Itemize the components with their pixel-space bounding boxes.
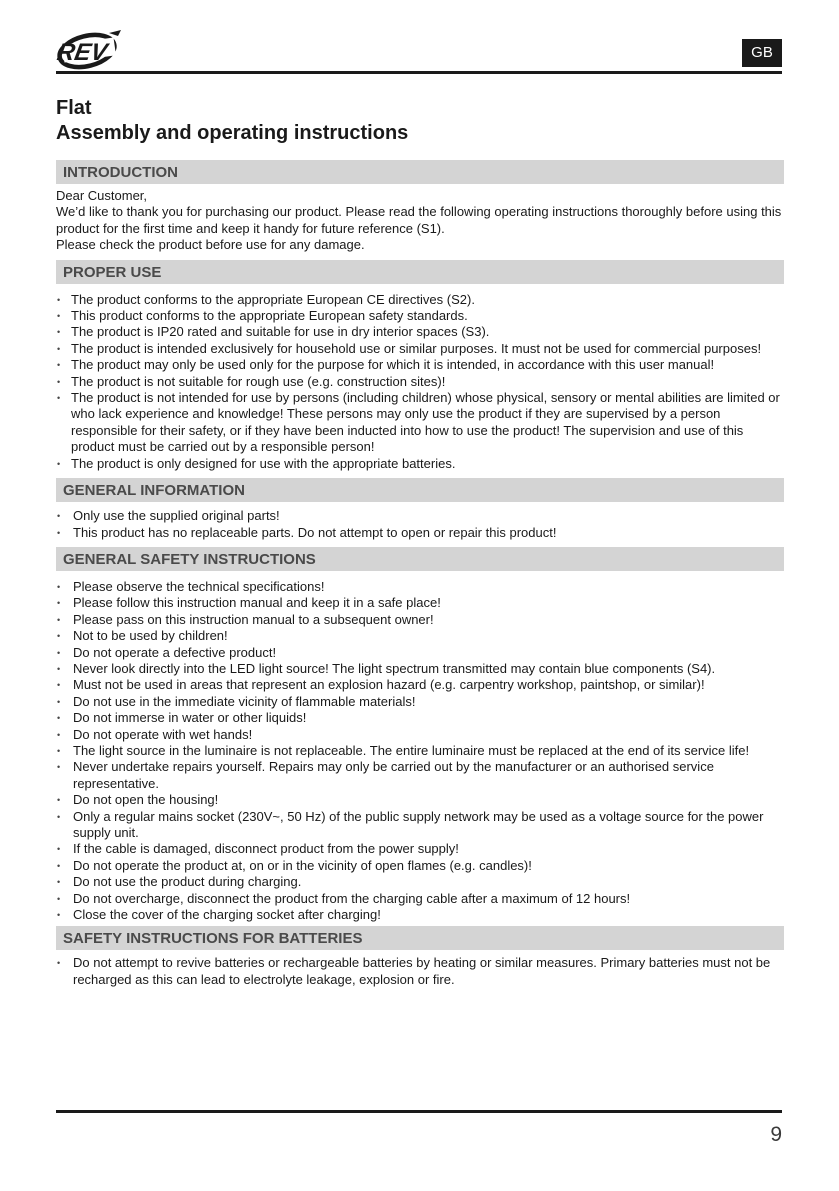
product-name: Flat: [56, 97, 92, 119]
intro-greeting: Dear Customer,: [56, 188, 148, 203]
section-heading-battery-safety: SAFETY INSTRUCTIONS FOR BATTERIES: [56, 926, 784, 950]
list-item: • This product has no replaceable parts. Do not attempt to open or repair this product!: [56, 525, 784, 541]
list-item: • Please follow this instruction manual and keep it in a safe place!: [56, 595, 784, 611]
list-item: • The product conforms to the appropriate European CE directives (S2).: [56, 292, 784, 308]
list-item: • Do not attempt to revive batteries or rechargeable batteries by heating or similar measures. Primary batteries must not be recharged as this can lead to electrolyte leakage, explosion or fire.: [56, 955, 784, 988]
list-item: • Do not operate with wet hands!: [56, 727, 784, 743]
header-divider: [56, 71, 782, 74]
section-heading-general-safety: GENERAL SAFETY INSTRUCTIONS: [56, 547, 784, 571]
document-subtitle: Assembly and operating instructions: [56, 122, 409, 144]
general-information-list: [56, 508, 784, 541]
title-block: [56, 96, 784, 146]
page-number: 9: [770, 1123, 782, 1146]
main-content: [56, 96, 784, 988]
list-item: • This product conforms to the appropriate European safety standards.: [56, 308, 784, 324]
proper-use-list: [56, 292, 784, 472]
list-item: • If the cable is damaged, disconnect product from the power supply!: [56, 841, 784, 857]
list-item: • The product may only be used only for the purpose for which it is intended, in accordance with this user manual!: [56, 357, 784, 373]
list-item: • Must not be used in areas that represent an explosion hazard (e.g. carpentry workshop, paintshop, or similar)!: [56, 677, 784, 693]
list-item: • The light source in the luminaire is not replaceable. The entire luminaire must be replaced at the end of its service life!: [56, 743, 784, 759]
section-heading-proper-use: PROPER USE: [56, 260, 784, 284]
list-item: • Please observe the technical specifications!: [56, 579, 784, 595]
list-item: • The product is only designed for use with the appropriate batteries.: [56, 456, 784, 472]
list-item: • Do not open the housing!: [56, 792, 784, 808]
list-item: • The product is not intended for use by persons (including children) whose physical, sensory or mental abilities are limited or who lack experience and knowledge! These persons may only use the product if they are supervised by a person responsible for their safety, or if they have been inducted into how to use the product! The supervision and use of this product must be carried out by a responsible person!: [56, 390, 784, 456]
list-item: • Do not immerse in water or other liquids!: [56, 710, 784, 726]
list-item: • The product is intended exclusively for household use or similar purposes. It must not be used for commercial purposes!: [56, 341, 784, 357]
list-item: • Never look directly into the LED light source! The light spectrum transmitted may contain blue components (S4).: [56, 661, 784, 677]
list-item: • Never undertake repairs yourself. Repairs may only be carried out by the manufacturer or an authorised service representative.: [56, 759, 784, 792]
general-safety-list: [56, 579, 784, 924]
svg-text:REV: REV: [55, 39, 110, 66]
section-heading-general-information: GENERAL INFORMATION: [56, 478, 784, 502]
intro-thanks: We’d like to thank you for purchasing our product. Please read the following operating instructions thoroughly before using this product for the first time and keep it handy for future reference (S1).: [56, 204, 782, 236]
rev-logo: [55, 27, 125, 71]
intro-check: Please check the product before use for any damage.: [56, 237, 365, 253]
section-heading-introduction: INTRODUCTION: [56, 160, 784, 184]
list-item: • Do not use the product during charging.: [56, 874, 784, 890]
list-item: • Not to be used by children!: [56, 628, 784, 644]
list-item: • Close the cover of the charging socket after charging!: [56, 907, 784, 923]
list-item: • Do not use in the immediate vicinity of flammable materials!: [56, 694, 784, 710]
introduction-body: [56, 188, 784, 254]
list-item: • The product is not suitable for rough use (e.g. construction sites)!: [56, 374, 784, 390]
list-item: • Do not operate the product at, on or in the vicinity of open flames (e.g. candles)!: [56, 858, 784, 874]
list-item: • Only use the supplied original parts!: [56, 508, 784, 524]
language-badge: GB: [742, 39, 782, 67]
list-item: • Please pass on this instruction manual to a subsequent owner!: [56, 612, 784, 628]
footer-divider: [56, 1110, 782, 1113]
list-item: • Only a regular mains socket (230V~, 50 Hz) of the public supply network may be used as a voltage source for the power supply unit.: [56, 809, 784, 842]
list-item: • Do not operate a defective product!: [56, 645, 784, 661]
battery-safety-list: [56, 955, 784, 988]
list-item: • The product is IP20 rated and suitable for use in dry interior spaces (S3).: [56, 324, 784, 340]
list-item: • Do not overcharge, disconnect the product from the charging cable after a maximum of 12 hours!: [56, 891, 784, 907]
